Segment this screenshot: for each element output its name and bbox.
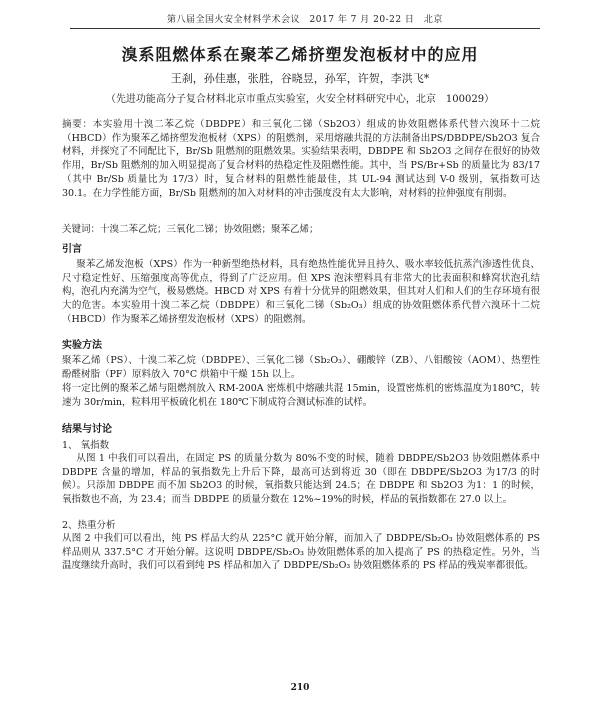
author-list: 王刹，孙佳惠，张胜，谷晓昱，孙军，许贺，李洪飞* <box>170 72 430 85</box>
running-header: 第八届全国火安全材料学术会议 2017 年 7 月 20-22 日 北京 <box>70 12 540 29</box>
intro-paragraph: 聚苯乙烯发泡板（XPS）作为一种新型绝热材料，具有绝热性能优异且持久、吸水率较低抗蒸汽渗透性优良、尺寸稳定性好、压缩强度高等优点，得到了广泛应用。但 XPS 泡沫塑料具有非常大的比表面积和蜂窝状泡孔结构，泡孔内充满为空气，极易燃烧。HBCD 对 XPS 有着十分优异的阻燃效果，但其对人们和人们的生存环境有很大的危害。本实验用十溴二苯乙烷（DBDPE）和三氧化二锑（Sb₂O₃）组成的协效阻燃体系代替六溴环十二烷（HBCD）作为聚苯乙烯挤塑发泡板材（XPS）的阻燃剂。 <box>62 259 540 325</box>
methods-paragraph-2: 将一定比例的聚苯乙烯与阻燃剂放入 RM-200A 密炼机中熔融共混 15min，设置密炼机的密炼温度为180℃，转速为 30r/min，粒料用平板硫化机在 180℃下制成符合测试标准的试样。 <box>62 383 540 408</box>
affiliation: （先进功能高分子复合材料北京市重点实验室，火安全材料研究中心，北京 100029） <box>105 94 495 105</box>
page-number: 210 <box>290 683 310 693</box>
results-paragraph-2: 从图 2 中我们可以看出，纯 PS 样品大约从 225°C 就开始分解，而加入了 DBDPE/Sb₂O₃ 协效阻燃体系的 PS 样品则从 337.5°C 才开始分解。这说明 DBDPE/Sb₂O₃ 协效阻燃体系的加入提高了 PS 的热稳定性。另外，当温度继续升高时，我们可以看到纯 PS 样品和加入了 DBDPE/Sb₂O₃ 协效阻燃体系的 PS 样品的残炭率都很低。 <box>62 533 540 572</box>
section-heading-intro: 引言 <box>62 244 82 255</box>
results-paragraph-1: 从图 1 中我们可以看出，在固定 PS 的质量分数为 80%不变的时候，随着 DBDPE/Sb2O3 协效阻燃体系中 DBDPE 含量的增加，样品的氧指数先上升后下降，最高可达到将近 30（即在 DBDPE/Sb2O3 为17/3 的时候）。只添加 DBDPE 而不加 Sb2O3 的时候，氧指数只能达到 24.5；在 DBDPE 和 Sb2O3 为1：1 的时候，氧指数也不高，为 23.4；而当 DBDPE 的质量分数在 12%~19%的时候，样品的氧指数都在 27.0 以上。 <box>62 453 540 506</box>
section-heading-methods: 实验方法 <box>62 340 102 351</box>
subheading-oxygen-index: 1、 氧指数 <box>62 440 110 451</box>
methods-paragraph-1: 聚苯乙烯（PS）、十溴二苯乙烷（DBDPE）、三氧化二锑（Sb₂O₃）、硼酸锌（ZB）、八钼酸铵（AOM）、热塑性酚醛树脂（PF）原料放入 70°C 烘箱中干燥 15h 以上。 <box>62 355 540 380</box>
keywords: 关键词：十溴二苯乙烷；三氧化二锑；协效阻燃；聚苯乙烯； <box>62 224 319 235</box>
section-heading-results: 结果与讨论 <box>62 424 112 435</box>
abstract: 摘要：本实验用十溴二苯乙烷（DBDPE）和三氧化二锑（Sb2O3）组成的协效阻燃体系代替六溴环十二烷（HBCD）作为聚苯乙烯挤塑发泡板材（XPS）的阻燃剂，采用熔融共混的方法制备出PS/DBDPE/Sb2O3 复合材料，并探究了不同配比下，Br/Sb 阻燃剂的阻燃效果。实验结果表明，DBDPE 和 Sb2O3 之间存在很好的协效作用，Br/Sb 阻燃剂的加入明显提高了复合材料的热稳定性及阻燃性能。其中，当 PS/Br+Sb 的质量比为 83/17（其中 Br/Sb 质量比为 17/3）时，复合材料的阻燃性能最佳，其 UL-94 测试达到 V-0 级别，氧指数可达 30.1。在力学性能方面，Br/Sb 阻燃剂的加入对材料的冲击强度没有太大影响，对材料的拉伸强度有削弱。 <box>62 119 540 199</box>
subheading-thermogravimetric: 2、热重分析 <box>62 520 116 531</box>
paper-title: 溴系阻燃体系在聚苯乙烯挤塑发泡板材中的应用 <box>121 45 479 64</box>
